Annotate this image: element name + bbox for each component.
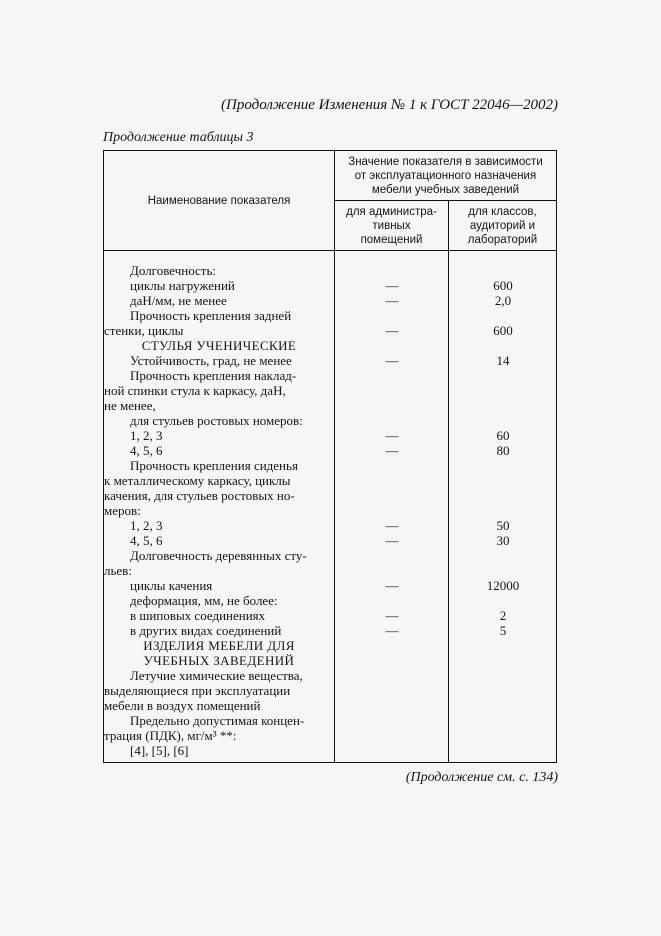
col-header-group: [335, 151, 556, 200]
table-row: [104, 308, 556, 323]
table-row: [104, 623, 556, 638]
indicator-name: Прочность крепления задней: [130, 308, 292, 323]
indicator-name: Долговечность:: [130, 263, 217, 278]
indicator-name: Долговечность деревянных сту-: [130, 548, 307, 563]
table-row: [104, 713, 556, 728]
value-admin: —: [385, 518, 399, 533]
indicator-name: циклы нагружений: [130, 278, 235, 293]
indicator-name: стенки, циклы: [104, 323, 184, 338]
indicator-name: [4], [5], [6]: [130, 743, 189, 758]
table-row: [104, 383, 556, 398]
table-row: [104, 563, 556, 578]
indicator-name: 1, 2, 3: [130, 518, 163, 533]
indicator-name: деформация, мм, не более:: [130, 593, 278, 608]
continuation-header: (Продолжение Изменения № 1 к ГОСТ 22046—2002): [221, 97, 558, 113]
classes-header-line: лабораторий: [467, 233, 538, 246]
value-admin: —: [385, 608, 399, 623]
indicator-name: к металлическому каркасу, циклы: [104, 473, 291, 488]
group-header-line: Значение показателя в зависимости: [348, 155, 543, 168]
indicator-name: для стульев ростовых номеров:: [130, 413, 303, 428]
table-caption: Продолжение таблицы 3: [103, 130, 254, 145]
table-row: [104, 443, 556, 458]
table-row: [104, 698, 556, 713]
indicator-name: трация (ПДК), мг/м³ **:: [104, 728, 237, 743]
table-row: [104, 323, 556, 338]
table-row: [104, 593, 556, 608]
value-admin: —: [385, 323, 399, 338]
indicator-name: в других видах соединений: [130, 623, 282, 638]
table-row: [104, 413, 556, 428]
value-admin: —: [385, 578, 399, 593]
table-row: [104, 353, 556, 368]
value-classes: 5: [499, 623, 507, 638]
indicator-name: Прочность крепления наклад-: [130, 368, 297, 383]
value-classes: 600: [493, 278, 513, 293]
indicator-name: Летучие химические вещества,: [130, 668, 303, 683]
indicator-name: даН/мм, не менее: [130, 293, 227, 308]
value-classes: 80: [496, 443, 510, 458]
table-row: [104, 503, 556, 518]
table-row: [104, 668, 556, 683]
section-heading: УЧЕБНЫХ ЗАВЕДЕНИЙ: [143, 653, 295, 668]
indicator-name: не менее,: [104, 398, 156, 413]
indicator-name: 1, 2, 3: [130, 428, 163, 443]
table-row: [104, 518, 556, 533]
table-row: [104, 293, 556, 308]
table-row: [104, 578, 556, 593]
value-classes: 14: [496, 353, 510, 368]
value-classes: 30: [496, 533, 510, 548]
table-row: [104, 338, 556, 353]
indicator-name: льев:: [104, 563, 132, 578]
value-admin: —: [385, 353, 399, 368]
indicator-table: [103, 150, 557, 763]
value-admin: —: [385, 443, 399, 458]
value-classes: 2: [499, 608, 507, 623]
section-heading: ИЗДЕЛИЯ МЕБЕЛИ ДЛЯ: [143, 638, 295, 653]
value-classes: 12000: [486, 578, 520, 593]
value-admin: —: [385, 293, 399, 308]
table-row: [104, 278, 556, 293]
indicator-name: выделяющиеся при эксплуатации: [104, 683, 291, 698]
admin-header-line: для администра-: [346, 205, 437, 218]
indicator-name: качения, для стульев ростовых но-: [104, 488, 295, 503]
indicator-name: 4, 5, 6: [130, 533, 163, 548]
col-header-admin: [335, 201, 448, 250]
value-classes: 600: [493, 323, 513, 338]
table-row: [104, 263, 556, 278]
value-admin: —: [385, 428, 399, 443]
table-row: [104, 653, 556, 668]
section-heading: СТУЛЬЯ УЧЕНИЧЕСКИЕ: [141, 338, 297, 353]
table-row: [104, 398, 556, 413]
table-row: [104, 728, 556, 743]
indicator-name: мебели в воздух помещений: [104, 698, 261, 713]
classes-header-line: для классов,: [468, 205, 537, 218]
table-row: [104, 548, 556, 563]
table-row: [104, 683, 556, 698]
table-row: [104, 608, 556, 623]
indicator-name: ной спинки стула к каркасу, даН,: [104, 383, 286, 398]
header-bottom-rule: [104, 250, 556, 251]
value-admin: —: [385, 278, 399, 293]
value-classes: 50: [496, 518, 510, 533]
col-header-classes: [449, 201, 556, 250]
group-header-line: от эксплуатационного назначения: [354, 169, 537, 182]
table-row: [104, 368, 556, 383]
admin-header-line: помещений: [360, 233, 423, 246]
value-admin: —: [385, 623, 399, 638]
indicator-name: Предельно допустимая концен-: [130, 713, 305, 728]
value-classes: 2,0: [494, 293, 512, 308]
indicator-name: Прочность крепления сиденья: [130, 458, 298, 473]
continuation-footer: (Продолжение см. с. 134): [405, 770, 558, 785]
table-row: [104, 428, 556, 443]
indicator-name: меров:: [104, 503, 141, 518]
table-row: [104, 533, 556, 548]
table-row: [104, 488, 556, 503]
indicator-name: в шиповых соединениях: [130, 608, 266, 623]
admin-header-line: тивных: [372, 219, 411, 232]
indicator-name: 4, 5, 6: [130, 443, 163, 458]
group-header-line: мебели учебных заведений: [371, 183, 520, 196]
classes-header-line: аудиторий и: [469, 219, 536, 232]
indicator-name: Устойчивость, град, не менее: [130, 353, 292, 368]
col-header-indicator: Наименование показателя: [147, 194, 291, 207]
table-row: [104, 743, 556, 758]
table-row: [104, 638, 556, 653]
indicator-name: циклы качения: [130, 578, 213, 593]
value-admin: —: [385, 533, 399, 548]
table-row: [104, 458, 556, 473]
value-classes: 60: [496, 428, 510, 443]
table-row: [104, 473, 556, 488]
